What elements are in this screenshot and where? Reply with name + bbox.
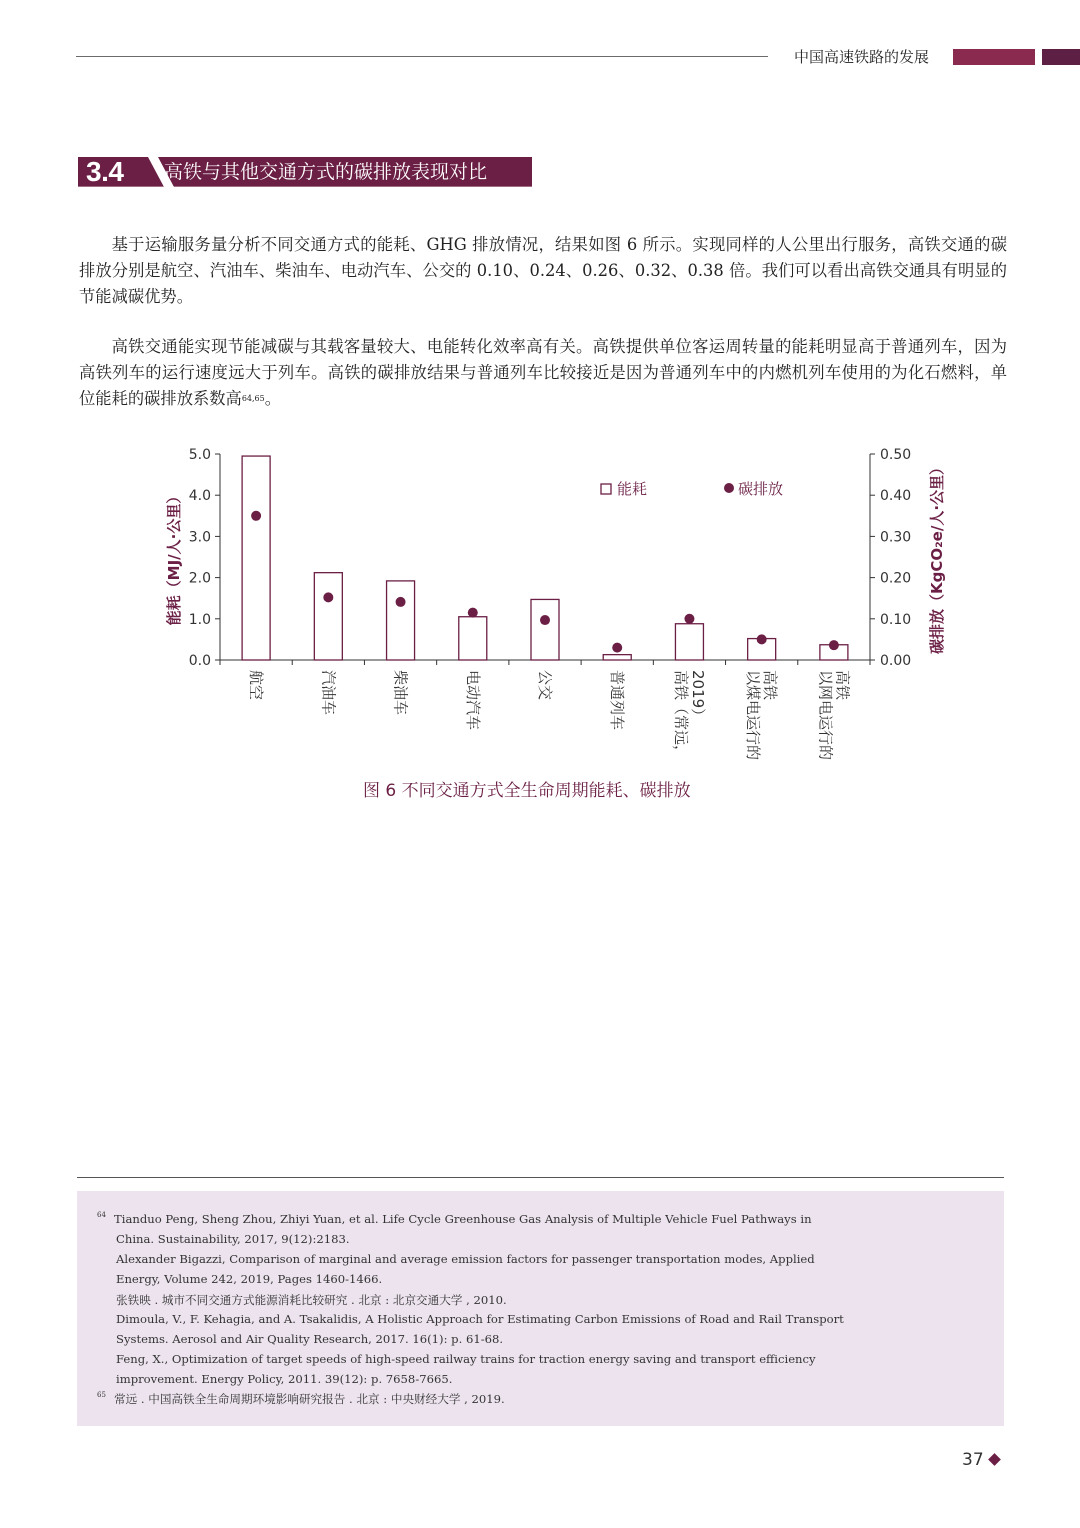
footnote-ref: 64,65 [241, 394, 265, 403]
left-tick-label: 5.0 [188, 447, 211, 463]
legend-energy-marker [601, 484, 611, 494]
carbon-point [757, 634, 767, 644]
energy-bar [531, 599, 559, 660]
paragraph-text: 高铁交通能实现节能减碳与其载客量较大、电能转化效率高有关。高铁提供单位客运周转量的能耗明显高于普通列车，因为高铁列车的运行速度远大于列车。高铁的碳排放结果与普通列车比较接近是因为普通列车中的内燃机列车使用的为化石燃料，单位能耗的碳排放系数高 [79, 337, 1007, 408]
left-tick-label: 3.0 [188, 529, 211, 546]
category-label: 高铁（常远， [671, 670, 690, 761]
energy-bar [675, 624, 703, 660]
carbon-point [829, 640, 839, 650]
header-decor-bar [953, 49, 1035, 65]
body-paragraph [79, 334, 1007, 412]
left-tick-label: 4.0 [188, 488, 211, 505]
category-label: 柴油车 [391, 670, 410, 716]
page-number: 37 [962, 1450, 984, 1470]
footnote-line: 张铁映 . 城市不同交通方式能源消耗比较研究 . 北京 : 北京交通大学 , 2010. [116, 1293, 507, 1307]
footnote-line: improvement. Energy Policy, 2011. 39(12): p. 7658-7665. [116, 1372, 453, 1386]
category-label: 汽油车 [319, 670, 338, 716]
energy-bar [242, 456, 270, 660]
footnote-rule [77, 1177, 1004, 1178]
header-decor-bar-dark [1042, 49, 1080, 65]
footnote-line: Alexander Bigazzi, Comparison of marginal and average emission factors for passenger transportation modes, Applied [116, 1252, 815, 1266]
category-label: 公交 [536, 670, 554, 701]
footnote-line: Systems. Aerosol and Air Quality Research, 2017. 16(1): p. 61-68. [116, 1332, 504, 1346]
footnote-line: Feng, X., Optimization of target speeds of high-speed railway trains for traction energy saving and transport efficiency [116, 1352, 816, 1366]
energy-carbon-chart [150, 436, 970, 776]
category-label: 以煤电运行的 [744, 670, 763, 761]
right-tick-label: 0.20 [880, 570, 912, 587]
footnote-line: 常远 . 中国高铁全生命周期环境影响研究报告 . 北京 : 中央财经大学 , 2019. [114, 1392, 505, 1406]
category-label: 高铁 [761, 670, 780, 701]
chart-caption: 图 6 不同交通方式全生命周期能耗、碳排放 [363, 781, 691, 801]
diamond-icon [988, 1453, 1001, 1466]
energy-bar [603, 655, 631, 660]
right-tick-label: 0.50 [880, 447, 912, 463]
carbon-point [323, 592, 333, 602]
header-rule [76, 56, 768, 57]
category-label: 高铁 [833, 670, 852, 701]
right-tick-label: 0.00 [880, 653, 912, 669]
carbon-point [251, 511, 261, 521]
footnote-line: Dimoula, V., F. Kehagia, and A. Tsakalidis, A Holistic Approach for Estimating Carbon Emissions of Road and Rail Transport [116, 1312, 844, 1326]
running-header-title: 中国高速铁路的发展 [794, 48, 930, 66]
footnote-line: China. Sustainability, 2017, 9(12):2183. [116, 1232, 350, 1246]
carbon-point [468, 608, 478, 618]
left-axis-title: 能耗（MJ/人·公里） [165, 488, 183, 626]
left-tick-label: 1.0 [188, 611, 211, 628]
body-paragraph: 基于运输服务量分析不同交通方式的能耗、GHG 排放情况，结果如图 6 所示。实现同样的人公里出行服务，高铁交通的碳排放分别是航空、汽油车、柴油车、电动汽车、公交的 0.10、0.24、0.26、0.32、0.38 倍。我们可以看出高铁交通具有明显的节能减碳优势。 [79, 235, 1007, 306]
section-number: 3.4 [86, 156, 124, 187]
category-label: 普通列车 [608, 670, 627, 731]
legend-carbon-label: 碳排放 [738, 480, 784, 498]
paragraph-end: 。 [264, 389, 282, 408]
energy-bar [314, 573, 342, 660]
energy-bar [459, 617, 487, 660]
category-label: 2019） [688, 670, 707, 724]
footnote-line: Tianduo Peng, Sheng Zhou, Zhiyi Yuan, et al. Life Cycle Greenhouse Gas Analysis of Multiple Vehicle Fuel Pathways in [114, 1212, 812, 1226]
category-label: 航空 [247, 670, 266, 701]
right-tick-label: 0.40 [880, 488, 912, 505]
section-title: 高铁与其他交通方式的碳排放表现对比 [164, 161, 488, 183]
footnote-number: 65 [97, 1391, 106, 1399]
legend-carbon-marker [724, 483, 734, 493]
right-axis-title: 碳排放（KgCO₂e/人·公里） [928, 459, 946, 655]
carbon-point [540, 615, 550, 625]
right-tick-label: 0.30 [880, 529, 912, 546]
footnote-line: Energy, Volume 242, 2019, Pages 1460-1466. [116, 1272, 383, 1286]
left-tick-label: 0.0 [188, 653, 211, 669]
category-label: 电动汽车 [463, 670, 482, 731]
footnote-number: 64 [97, 1211, 106, 1219]
left-tick-label: 2.0 [188, 570, 211, 587]
carbon-point [396, 597, 406, 607]
right-tick-label: 0.10 [880, 611, 912, 628]
category-label: 以网电运行的 [816, 670, 835, 761]
carbon-point [612, 643, 622, 653]
footnote-box [77, 1191, 1004, 1426]
legend-energy-label: 能耗 [617, 480, 648, 498]
energy-bar [387, 581, 415, 660]
carbon-point [684, 614, 694, 624]
